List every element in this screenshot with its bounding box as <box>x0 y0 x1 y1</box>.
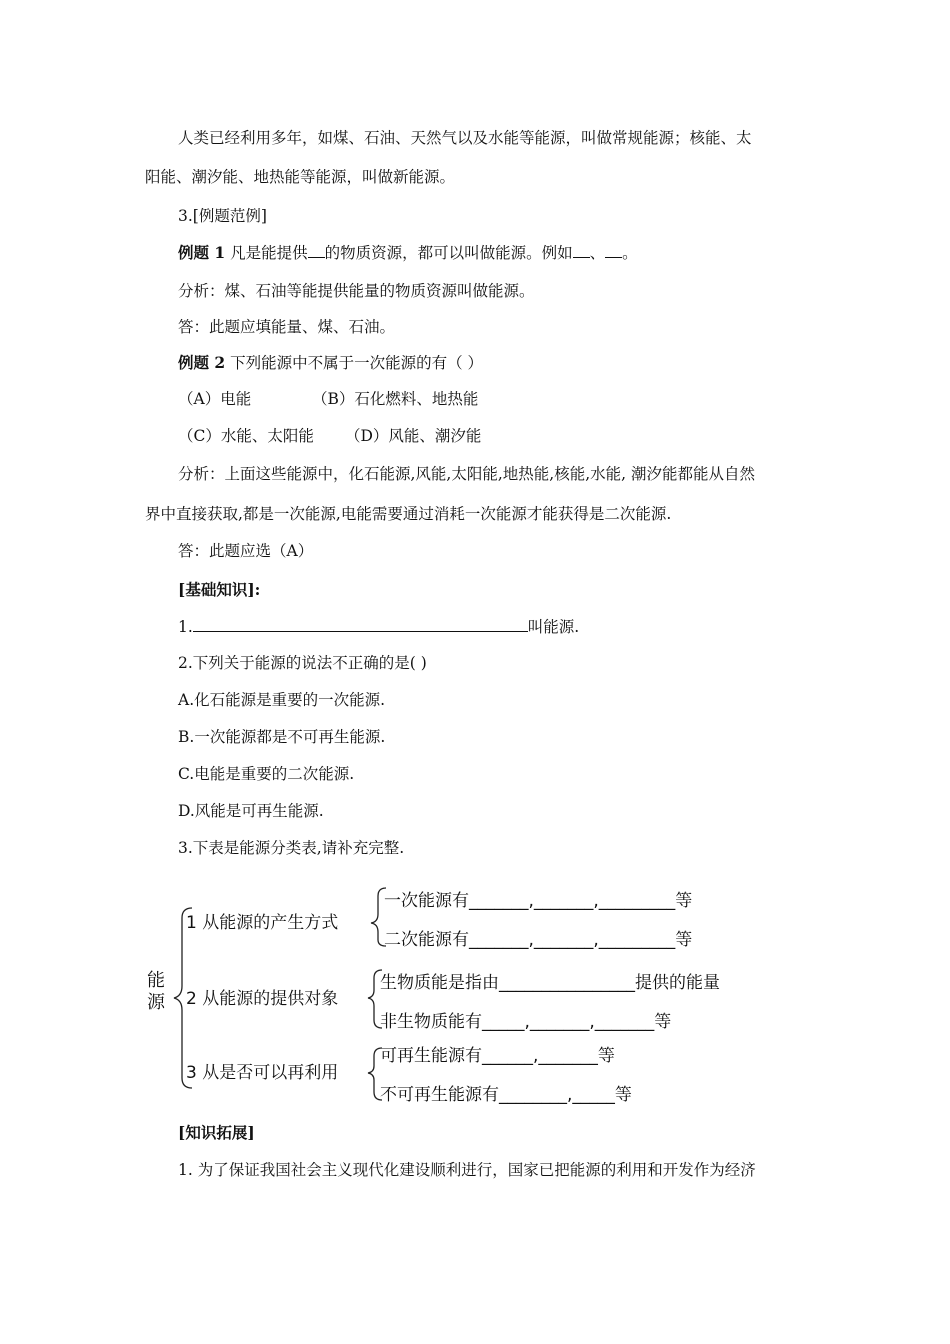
blank <box>605 243 622 258</box>
root-char-2: 源 <box>147 992 165 1013</box>
example1-text-c: 、 <box>589 244 606 262</box>
basic-q1-prefix: 1. <box>178 618 193 636</box>
example1-text-d: 。 <box>622 244 638 262</box>
example1-text-b: 的物质资源，都可以叫做能源。例如 <box>324 244 573 262</box>
branch1-item-1: 一次能源有_______,_______,_________等 <box>384 891 693 911</box>
intro-line-2: 阳能、潮汐能、地热能等能源，叫做新能源。 <box>145 168 456 186</box>
basic-knowledge-heading: [基础知识]: <box>178 580 261 599</box>
blank <box>193 617 528 632</box>
example1-label: 例题 1 <box>178 243 226 262</box>
example2-option-b: （B）石化燃料、地热能 <box>312 390 479 408</box>
branch3-item-1: 可再生能源有______,_______等 <box>380 1046 615 1066</box>
example1-answer: 答：此题应填能量、煤、石油。 <box>178 318 396 336</box>
branch3-item-2: 不可再生能源有________,_____等 <box>380 1085 632 1105</box>
example2-analysis-line-1: 分析：上面这些能源中，化石能源,风能,太阳能,地热能,核能,水能, 潮汐能都能从自然 <box>178 465 755 483</box>
blank <box>573 243 590 258</box>
example2-option-d: （D）风能、潮汐能 <box>345 427 482 445</box>
example2-answer: 答：此题应选（A） <box>178 542 314 560</box>
basic-q1 <box>178 617 579 637</box>
energy-classification-diagram <box>140 878 840 1118</box>
example1-analysis: 分析：煤、石油等能提供能量的物质资源叫做能源。 <box>178 282 535 300</box>
basic-q3: 3.下表是能源分类表,请补充完整. <box>178 839 405 857</box>
root-char-1: 能 <box>147 970 165 991</box>
basic-q2-option-d: D.风能是可再生能源. <box>178 802 324 820</box>
branch3-label: 3 从是否可以再利用 <box>186 1063 339 1083</box>
example1-text-a: 凡是能提供 <box>225 244 308 262</box>
basic-q1-suffix: 叫能源. <box>527 618 580 636</box>
branch2-item-2: 非生物质能有_____,_______,_______等 <box>380 1012 672 1032</box>
intro-line-1: 人类已经利用多年，如煤、石油、天然气以及水能等能源，叫做常规能源；核能、太 <box>178 129 752 147</box>
example2-analysis-line-2: 界中直接获取,都是一次能源,电能需要通过消耗一次能源才能获得是二次能源. <box>145 505 672 523</box>
section-heading-examples: 3.[例题范例] <box>178 207 267 225</box>
basic-q2: 2.下列关于能源的说法不正确的是( ) <box>178 654 427 672</box>
branch2-item-1: 生物质能是指由________________提供的能量 <box>380 973 720 993</box>
example2-option-c: （C）水能、太阳能 <box>178 427 314 445</box>
basic-q2-option-c: C.电能是重要的二次能源. <box>178 765 355 783</box>
example2-question-text: 下列能源中不属于一次能源的有（ ） <box>225 354 484 372</box>
example2-label: 例题 2 <box>178 353 226 372</box>
extension-line-1: 1. 为了保证我国社会主义现代化建设顺利进行，国家已把能源的利用和开发作为经济 <box>178 1161 756 1179</box>
basic-q2-option-a: A.化石能源是重要的一次能源. <box>178 691 386 709</box>
example2-question <box>178 353 483 373</box>
branch1-label: 1 从能源的产生方式 <box>186 913 339 933</box>
branch2-label: 2 从能源的提供对象 <box>186 989 339 1009</box>
extension-heading: [知识拓展] <box>178 1123 255 1142</box>
blank <box>308 243 325 258</box>
example2-option-a: （A）电能 <box>178 390 252 408</box>
branch1-item-2: 二次能源有_______,_______,_________等 <box>384 930 693 950</box>
example1-question <box>178 243 638 263</box>
basic-q2-option-b: B.一次能源都是不可再生能源. <box>178 728 386 746</box>
